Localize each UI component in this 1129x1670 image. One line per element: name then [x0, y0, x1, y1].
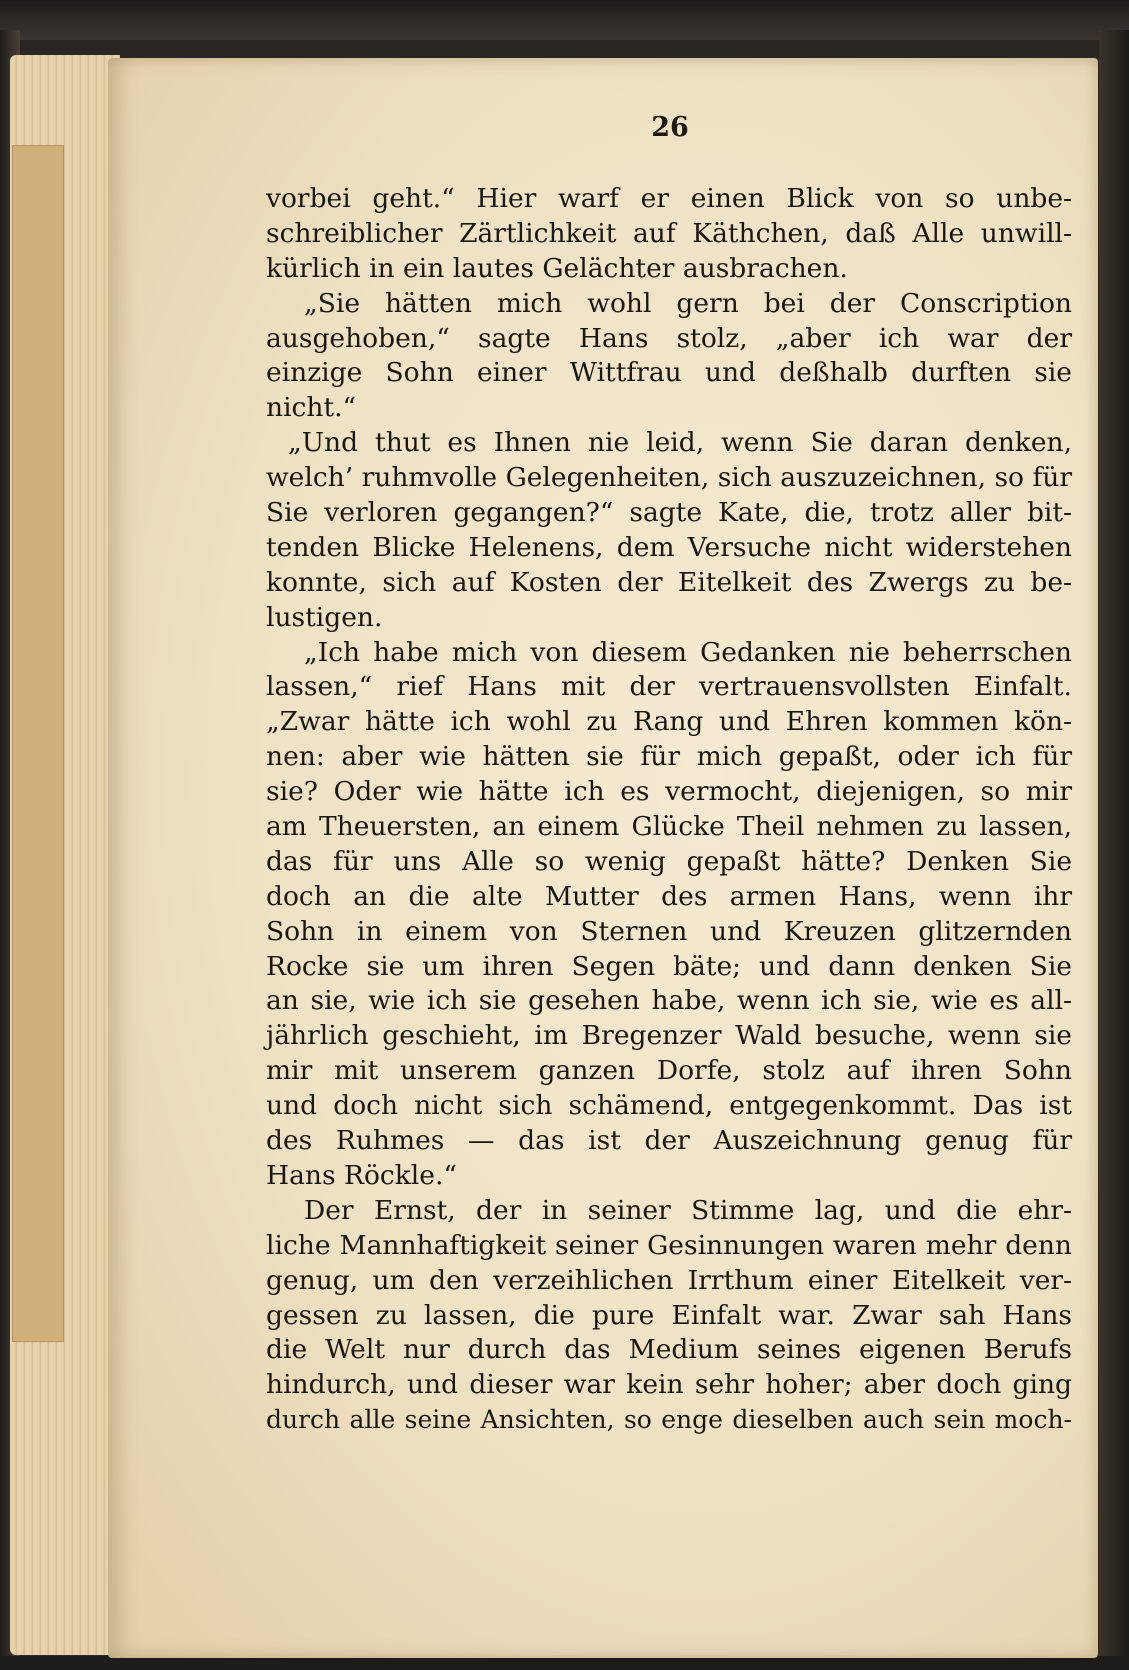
page-number: 26: [651, 112, 689, 143]
paper-bookmark: [12, 145, 64, 1342]
text-line: einzige Sohn einer Wittfrau und deßhalb durften sie: [266, 357, 1072, 389]
text-line: Hans Röckle.“: [266, 1159, 457, 1191]
text-line: nen: aber wie hätten sie für mich gepaßt, oder ich für: [266, 741, 1072, 773]
book-cover-bottom-edge: [0, 1656, 1129, 1670]
text-line: durch alle seine Ansichten, so enge dieselben auch sein moch-: [266, 1405, 1072, 1435]
text-line: „Ich habe mich von diesem Gedanken nie beherrschen: [304, 636, 1072, 668]
text-line: ausgehoben,“ sagte Hans stolz, „aber ich war der: [266, 322, 1072, 354]
text-line: Der Ernst, der in seiner Stimme lag, und die ehr-: [304, 1194, 1072, 1226]
text-line: des Ruhmes — das ist der Auszeichnung genug für: [266, 1125, 1072, 1157]
text-line: die Welt nur durch das Medium seines eigenen Berufs: [266, 1334, 1072, 1366]
text-line: lustigen.: [266, 601, 383, 633]
text-line: lassen,“ rief Hans mit der vertrauensvollsten Einfalt.: [266, 671, 1072, 703]
text-line: sie? Oder wie hätte ich es vermocht, diejenigen, so mir: [266, 776, 1072, 808]
book-cover-right-edge: [1099, 30, 1129, 1670]
text-line: und doch nicht sich schämend, entgegenkommt. Das ist: [266, 1090, 1072, 1122]
text-line: „Sie hätten mich wohl gern bei der Conscription: [304, 287, 1072, 319]
text-line: nicht.“: [266, 392, 357, 424]
text-line: genug, um den verzeihlichen Irrthum einer Eitelkeit ver-: [266, 1264, 1072, 1296]
text-line: an sie, wie ich sie gesehen habe, wenn ich sie, wie es all-: [266, 985, 1072, 1017]
page-body-text: [266, 182, 1072, 1438]
book-cover-top-edge: [0, 0, 1129, 40]
text-line: gessen zu lassen, die pure Einfalt war. Zwar sah Hans: [266, 1299, 1072, 1331]
text-line: welch’ ruhmvolle Gelegenheiten, sich auszuzeichnen, so für: [266, 462, 1072, 494]
text-line: konnte, sich auf Kosten der Eitelkeit des Zwergs zu be-: [266, 566, 1072, 598]
text-line: mir mit unserem ganzen Dorfe, stolz auf ihren Sohn: [266, 1055, 1072, 1087]
text-line: liche Mannhaftigkeit seiner Gesinnungen waren mehr denn: [266, 1229, 1072, 1261]
text-line: „Zwar hätte ich wohl zu Rang und Ehren kommen kön-: [266, 706, 1072, 738]
text-line: jährlich geschieht, im Bregenzer Wald besuche, wenn sie: [266, 1020, 1072, 1052]
text-line: hindurch, und dieser war kein sehr hoher; aber doch ging: [266, 1369, 1072, 1401]
text-line: doch an die alte Mutter des armen Hans, wenn ihr: [266, 880, 1072, 912]
text-line: schreiblicher Zärtlichkeit auf Käthchen, daß Alle unwill-: [266, 217, 1072, 249]
text-line: vorbei geht.“ Hier warf er einen Blick von so unbe-: [266, 183, 1072, 214]
text-line: kürlich in ein lautes Gelächter ausbrachen.: [266, 252, 848, 284]
text-line: Sohn in einem von Sternen und Kreuzen glitzernden: [266, 915, 1072, 947]
text-line: Rocke sie um ihren Segen bäte; und dann denken Sie: [266, 950, 1072, 982]
text-line: tenden Blicke Helenens, dem Versuche nicht widerstehen: [266, 531, 1072, 563]
text-line: Sie verloren gegangen?“ sagte Kate, die, trotz aller bit-: [266, 497, 1072, 529]
text-line: „Und thut es Ihnen nie leid, wenn Sie daran denken,: [288, 427, 1072, 459]
text-line: das für uns Alle so wenig gepaßt hätte? Denken Sie: [266, 845, 1072, 877]
text-line: am Theuersten, an einem Glücke Theil nehmen zu lassen,: [266, 811, 1072, 843]
